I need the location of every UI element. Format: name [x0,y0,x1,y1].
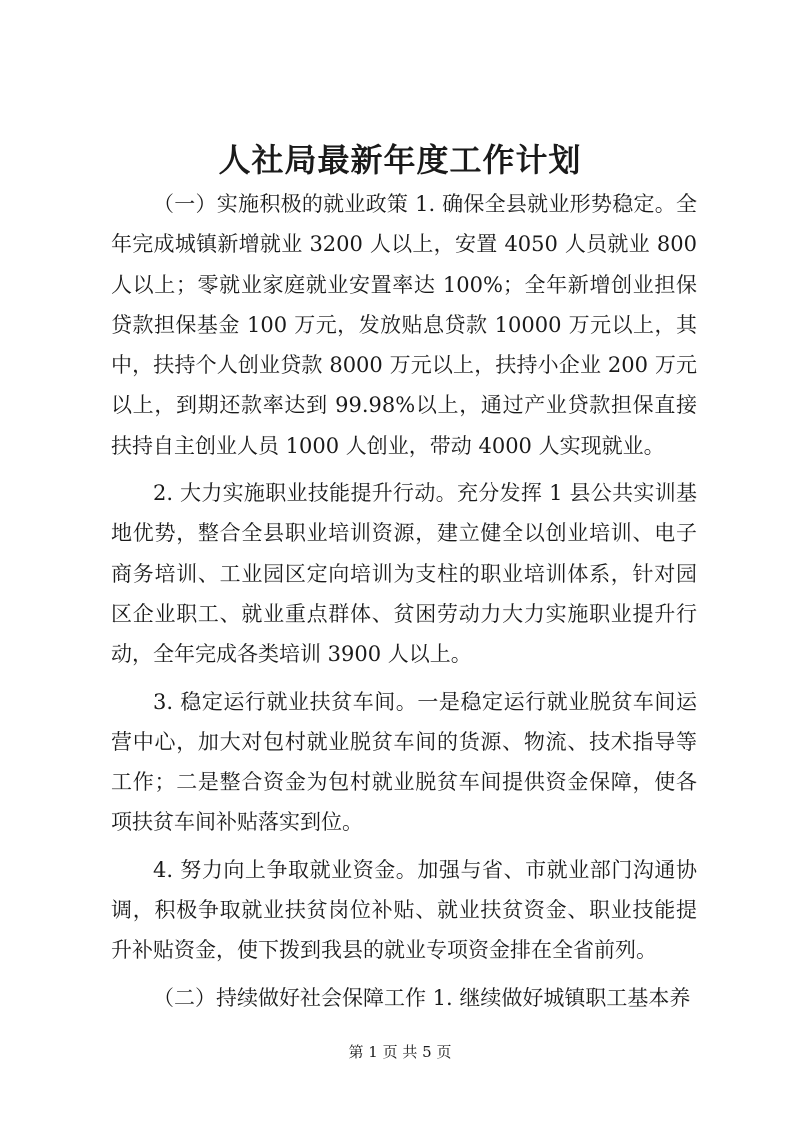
page-footer: 第 1 页 共 5 页 [348,1043,452,1061]
document-body [111,184,697,1025]
paragraph-skills-training: 2. 大力实施职业技能提升行动。充分发挥 1 县公共实训基地优势，整合全县职业培训资源，建立健全以创业培训、电子商务培训、工业园区定向培训为支柱的职业培训体系，针对园区企业职工、就业重点群体、贫困劳动力大力实施职业提升行动，全年完成各类培训 3900 人以上。 [111,481,697,667]
paragraph-poverty-workshops: 3. 稳定运行就业扶贫车间。一是稳定运行就业脱贫车间运营中心，加大对包村就业脱贫车间的货源、物流、技术指导等工作；二是整合资金为包村就业脱贫车间提供资金保障，使各项扶贫车间补贴落实到位。 [111,689,697,835]
paragraph-employment-policy: （一）实施积极的就业政策 1. 确保全县就业形势稳定。全年完成城镇新增就业 3200 人以上，安置 4050 人员就业 800 人以上；零就业家庭就业安置率达 100%；全年新增创业担保贷款担保基金 100 万元，发放贴息贷款 10000 万元以上，其中，扶持个人创业贷款 8000 万元以上，扶持小企业 200 万元以上，到期还款率达到 99.98%以上，通过产业贷款担保直接扶持自主创业人员 1000 人创业，带动 4000 人实现就业。 [111,192,697,458]
paragraph-employment-funds: 4. 努力向上争取就业资金。加强与省、市就业部门沟通协调，积极争取就业扶贫岗位补贴、就业扶贫资金、职业技能提升补贴资金，使下拨到我县的就业专项资金排在全省前列。 [111,857,697,963]
document-title: 人社局最新年度工作计划 [218,141,582,179]
paragraph-social-security: （二）持续做好社会保障工作 1. 继续做好城镇职工基本养 [153,985,691,1010]
